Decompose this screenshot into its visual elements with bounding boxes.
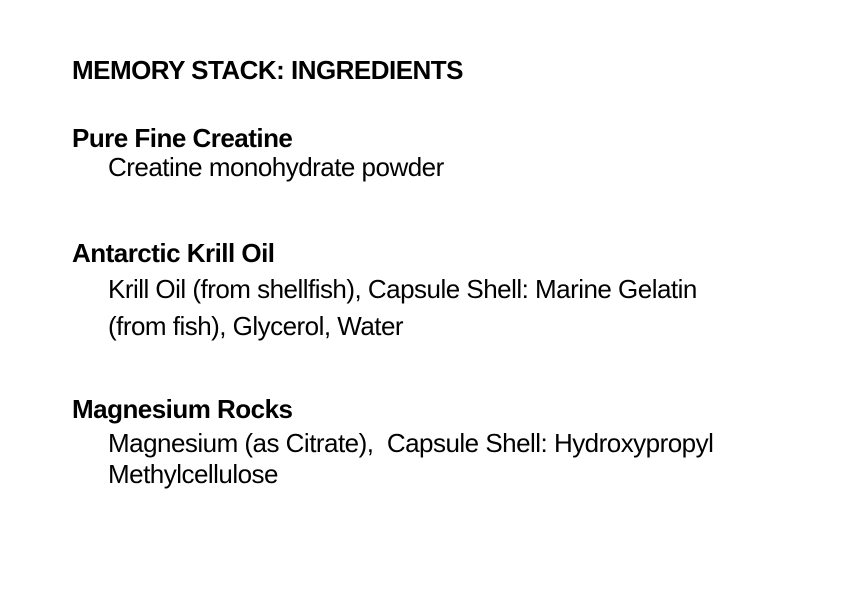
page-title: MEMORY STACK: INGREDIENTS <box>72 55 463 85</box>
ingredient-line: (from fish), Glycerol, Water <box>108 311 404 341</box>
section-heading: Antarctic Krill Oil <box>72 238 275 268</box>
ingredient-line: Creatine monohydrate powder <box>108 152 444 182</box>
section-heading: Magnesium Rocks <box>72 394 293 424</box>
ingredient-line: Methylcellulose <box>108 459 278 489</box>
ingredient-line: Magnesium (as Citrate), Capsule Shell: Hydroxypropyl <box>108 428 714 458</box>
section-heading: Pure Fine Creatine <box>72 123 293 153</box>
ingredient-line: Krill Oil (from shellfish), Capsule Shell: Marine Gelatin <box>108 274 697 304</box>
